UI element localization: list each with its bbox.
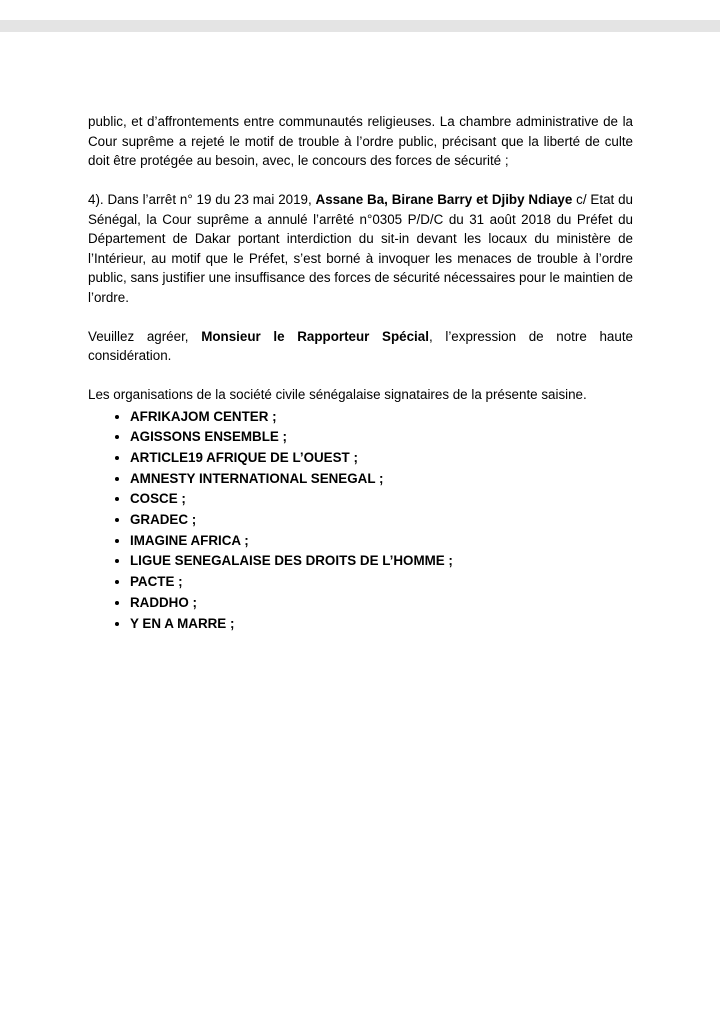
signatories-list xyxy=(88,407,633,635)
list-item-signatory: • RADDHO ; xyxy=(130,593,633,614)
list-item-signatory: • ARTICLE19 AFRIQUE DE L’OUEST ; xyxy=(130,448,633,469)
paragraph-judgment-4 xyxy=(88,190,633,307)
document-page xyxy=(0,32,720,1021)
list-item-signatory: • PACTE ; xyxy=(130,572,633,593)
list-item-signatory: • IMAGINE AFRICA ; xyxy=(130,531,633,552)
closing-paragraph xyxy=(88,327,633,366)
list-item-signatory: • Y EN A MARRE ; xyxy=(130,614,633,635)
previous-page-bottom-edge xyxy=(0,0,720,20)
page-separator xyxy=(0,20,720,32)
judgment-4-prefix: 4). Dans l’arrêt n° 19 du 23 mai 2019, xyxy=(88,192,316,207)
document-content xyxy=(88,112,633,634)
judgment-4-parties: Assane Ba, Birane Barry et Djiby Ndiaye xyxy=(315,192,573,207)
paragraph-public-order-text: public, et d’affrontements entre communautés religieuses. La chambre administrative de la Cour suprême a rejeté le motif de trouble à l’ordre public, précisant que la liberté de culte doit être protégée au besoin, avec, le concours des forces de sécurité ; xyxy=(88,114,633,168)
list-item-signatory: • LIGUE SENEGALAISE DES DROITS DE L’HOMME ; xyxy=(130,551,633,572)
paragraph-public-order xyxy=(88,112,633,171)
list-item-signatory: • AMNESTY INTERNATIONAL SENEGAL ; xyxy=(130,469,633,490)
list-item-signatory: • GRADEC ; xyxy=(130,510,633,531)
judgment-4-suffix: c/ Etat du Sénégal, la Cour suprême a annulé l’arrêté n°0305 P/D/C du 31 août 2018 du Préfet du Département de Dakar portant interdiction du sit-in devant les locaux du ministère de l’Intérieur, au motif que le Préfet, s’est borné à invoquer les menaces de trouble à l’ordre public, sans justifier une insuffisance des forces de sécurité nécessaires pour le maintien de l’ordre. xyxy=(88,192,633,305)
closing-recipient: Monsieur le Rapporteur Spécial xyxy=(201,328,429,344)
list-item-signatory: • COSCE ; xyxy=(130,489,633,510)
list-item-signatory: • AFRIKAJOM CENTER ; xyxy=(130,407,633,428)
signatories-intro: Les organisations de la société civile sénégalaise signataires de la présente saisine. xyxy=(88,387,587,402)
list-item-signatory: • AGISSONS ENSEMBLE ; xyxy=(130,427,633,448)
closing-prefix: Veuillez agréer, xyxy=(88,328,202,344)
closing-suffix: , l’expression de notre haute considération. xyxy=(88,328,633,363)
